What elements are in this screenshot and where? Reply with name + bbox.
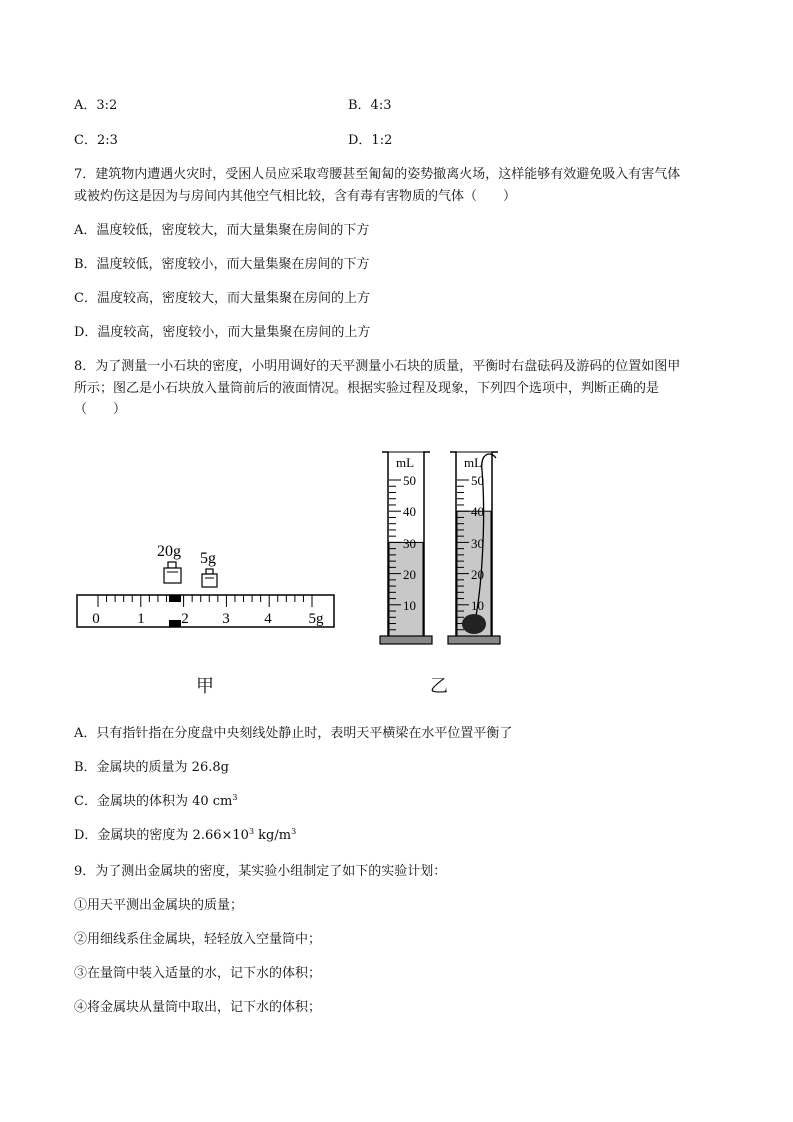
weight-5g-icon: [202, 569, 217, 587]
q8-option-d-text1: D．金属块的密度为 2.66×10: [74, 828, 249, 843]
q9-stem: 9．为了测出金属块的密度，某实验小组制定了如下的实验计划：: [74, 864, 447, 879]
weight-20g-label: 20g: [157, 543, 181, 560]
tick-label: 40: [471, 504, 484, 519]
cylinder-after: [448, 452, 500, 644]
unit-label: mL: [396, 455, 415, 470]
q6-option-a: A．3:2: [74, 98, 118, 113]
figure-jia-balance-scale: [70, 535, 345, 635]
scale-label: 3: [222, 611, 230, 627]
q7-option-c: C．温度较高，密度较大，而大量集聚在房间的上方: [74, 291, 370, 306]
q8-stem-line1: 8．为了测量一小石块的密度，小明用调好的天平测量小石块的质量，平衡时右盘砝码及游码的位置如图甲: [74, 359, 681, 374]
q8-option-c: [74, 794, 237, 810]
tick-label: 50: [471, 473, 484, 488]
q6-option-c: C．2:3: [74, 133, 118, 148]
scale-label: 5g: [308, 611, 324, 627]
q7-option-d: D．温度较高，密度较小，而大量集聚在房间的上方: [74, 325, 371, 340]
q7-option-b: B．温度较低，密度较小，而大量集聚在房间的下方: [74, 257, 370, 272]
liquid-before: [389, 542, 423, 636]
cylinder-base: [448, 636, 500, 644]
q7-option-a: A．温度较低，密度较大，而大量集聚在房间的下方: [74, 223, 370, 238]
weight-5g-label: 5g: [200, 550, 216, 567]
q9-step-2: ②用细线系住金属块，轻轻放入空量筒中；: [74, 932, 322, 947]
q9-step-3: ③在量筒中装入适量的水，记下水的体积；: [74, 966, 322, 981]
tick-label: 30: [403, 536, 416, 551]
q8-option-d: [74, 828, 296, 844]
q8-option-d-text2: kg/m: [254, 828, 292, 843]
q8-option-a: A．只有指针指在分度盘中央刻线处静止时，表明天平横梁在水平位置平衡了: [74, 726, 513, 741]
cylinder-before: [380, 452, 432, 644]
stone-icon: [462, 614, 486, 634]
tick-label: 50: [403, 473, 416, 488]
scale-label: 4: [264, 611, 272, 627]
caption-yi: 乙: [430, 676, 448, 697]
tick-label: 40: [403, 504, 416, 519]
q8-option-c-text: C．金属块的体积为 40 cm: [74, 794, 233, 809]
tick-label: 10: [471, 598, 484, 613]
unit-label: mL: [464, 455, 483, 470]
scale-label: 1: [137, 611, 145, 627]
weight-20g-icon: [164, 562, 181, 583]
scale-label: 2: [181, 611, 189, 627]
q8-stem-line2: 所示；图乙是小石块放入量筒前后的液面情况。根据实验过程及现象，下列四个选项中，判断正确的是: [74, 381, 660, 396]
tick-label: 20: [403, 567, 416, 582]
q8-option-c-sup: 3: [232, 793, 238, 802]
q6-option-b: B．4:3: [348, 98, 392, 113]
q8-option-b: B．金属块的质量为 26.8g: [74, 760, 229, 775]
q6-option-d: D．1:2: [348, 133, 393, 148]
scale-label: 0: [92, 611, 100, 627]
q8-option-d-sup1: 3: [248, 827, 255, 836]
figure-yi-measuring-cylinders: [374, 440, 514, 650]
q8-stem-line3: （ ）: [74, 402, 127, 417]
q9-step-4: ④将金属块从量筒中取出，记下水的体积；: [74, 1000, 322, 1015]
caption-jia: 甲: [196, 676, 214, 697]
cylinder-base: [380, 636, 432, 644]
q9-step-1: ①用天平测出金属块的质量；: [74, 898, 244, 913]
tick-label: 10: [403, 598, 416, 613]
tick-label: 20: [471, 567, 484, 582]
tick-label: 30: [471, 536, 484, 551]
q7-stem-line1: 7．建筑物内遭遇火灾时，受困人员应采取弯腰甚至匍匐的姿势撤离火场，这样能够有效避免吸入有害气体: [74, 167, 681, 182]
q7-stem-line2: 或被灼伤这是因为与房间内其他空气相比较，含有毒有害物质的气体（ ）: [74, 189, 517, 204]
q8-option-d-sup2: 3: [291, 827, 297, 836]
